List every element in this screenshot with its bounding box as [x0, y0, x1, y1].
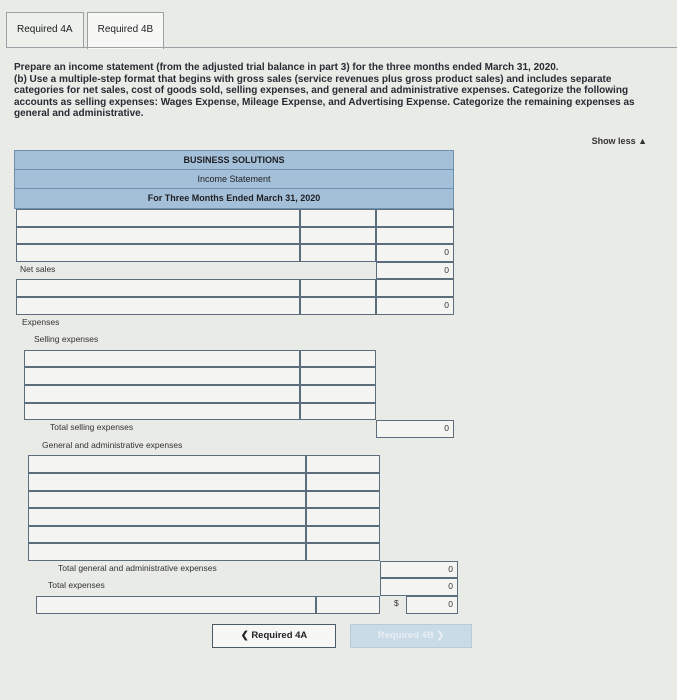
total-general-admin-label: Total general and administrative expenses: [58, 562, 217, 573]
amount-input[interactable]: [306, 473, 380, 491]
amount-input[interactable]: [306, 543, 380, 561]
amount-input[interactable]: [306, 455, 380, 473]
total-general-admin-value: 0: [448, 563, 453, 574]
total-expenses-input[interactable]: [380, 578, 458, 596]
total-input[interactable]: [376, 244, 454, 262]
account-input[interactable]: [24, 403, 300, 421]
table-row: [14, 367, 454, 385]
next-button[interactable]: Required 4B ❯: [350, 624, 472, 648]
account-input[interactable]: [28, 455, 306, 473]
general-admin-row: [14, 438, 454, 456]
expenses-row: [14, 315, 454, 333]
currency-symbol: $: [394, 598, 399, 609]
amount-input[interactable]: [300, 227, 376, 245]
tab-required-4a[interactable]: Required 4A: [6, 12, 84, 47]
total-value: 0: [444, 247, 449, 258]
total-input[interactable]: [376, 279, 454, 297]
total-input[interactable]: [376, 227, 454, 245]
selling-expenses-label: Selling expenses: [34, 334, 99, 345]
table-row: [14, 350, 454, 368]
account-input[interactable]: [24, 350, 300, 368]
total-expenses-label: Total expenses: [48, 580, 105, 591]
table-row: [14, 244, 454, 262]
company-name: BUSINESS SOLUTIONS: [14, 150, 454, 169]
table-row: [14, 543, 454, 561]
final-total-value: 0: [448, 599, 453, 610]
account-input[interactable]: [16, 297, 300, 315]
tab-bar: [6, 12, 167, 48]
expenses-label: Expenses: [22, 316, 60, 327]
show-less-link[interactable]: Show less ▲: [591, 136, 647, 146]
tab-divider: [6, 47, 677, 48]
amount-input[interactable]: [306, 491, 380, 509]
account-input[interactable]: [28, 491, 306, 509]
account-input[interactable]: [24, 385, 300, 403]
statement-period: For Three Months Ended March 31, 2020: [14, 188, 454, 209]
final-total-row: [14, 596, 454, 614]
instructions: [14, 62, 662, 120]
amount-input[interactable]: [300, 385, 376, 403]
table-row: [14, 491, 454, 509]
table-row: [14, 403, 454, 421]
net-sales-label: Net sales: [20, 263, 56, 274]
table-row: [14, 209, 454, 227]
table-row: [14, 473, 454, 491]
amount-input[interactable]: [300, 350, 376, 368]
amount-input[interactable]: [306, 526, 380, 544]
account-input[interactable]: [24, 367, 300, 385]
account-input[interactable]: [28, 508, 306, 526]
amount-input[interactable]: [300, 297, 376, 315]
total-input[interactable]: [376, 297, 454, 315]
table-row: [14, 455, 454, 473]
account-input[interactable]: [28, 543, 306, 561]
net-sales-input[interactable]: [376, 262, 454, 280]
amount-input[interactable]: [306, 508, 380, 526]
net-sales-row: [14, 262, 454, 280]
account-input[interactable]: [16, 279, 300, 297]
net-sales-value: 0: [444, 264, 449, 275]
prev-button[interactable]: ❮ Required 4A: [212, 624, 336, 648]
amount-input[interactable]: [300, 209, 376, 227]
tab-required-4b[interactable]: Required 4B: [87, 12, 165, 49]
total-expenses-value: 0: [448, 581, 453, 592]
total-selling-row: [14, 420, 454, 438]
total-expenses-row: [14, 578, 454, 596]
table-row: [14, 279, 454, 297]
amount-input[interactable]: [300, 244, 376, 262]
account-input[interactable]: [16, 209, 300, 227]
total-general-admin-row: [14, 561, 454, 579]
table-row: [14, 508, 454, 526]
instruction-line-2: (b) Use a multiple-step format that begins with gross sales (service revenues plus gross product sales) and includes separate categories for net sales, cost of goods sold, selling expenses, and general and administrative expenses. Categorize the following accounts as selling expenses: Wages Expense, Mileage Expense, and Advertising Expense. Categorize the remaining expenses as general and administrative.: [14, 73, 635, 119]
selling-expenses-row: [14, 332, 454, 350]
total-selling-label: Total selling expenses: [50, 422, 134, 433]
amount-input[interactable]: [300, 403, 376, 421]
instruction-line-1: Prepare an income statement (from the adjusted trial balance in part 3) for the three months ended March 31, 2020.: [14, 62, 559, 73]
amount-input[interactable]: [300, 367, 376, 385]
table-row: [14, 526, 454, 544]
amount-input[interactable]: [316, 596, 380, 614]
account-input[interactable]: [28, 473, 306, 491]
total-value: 0: [444, 299, 449, 310]
table-row: [14, 385, 454, 403]
table-row: [14, 227, 454, 245]
income-statement: [14, 150, 454, 614]
total-selling-value: 0: [444, 423, 449, 434]
account-input[interactable]: [16, 227, 300, 245]
final-total-input[interactable]: [406, 596, 458, 614]
account-input[interactable]: [36, 596, 316, 614]
total-selling-input[interactable]: [376, 420, 454, 438]
table-row: [14, 297, 454, 315]
total-input[interactable]: [376, 209, 454, 227]
account-input[interactable]: [16, 244, 300, 262]
account-input[interactable]: [28, 526, 306, 544]
general-admin-label: General and administrative expenses: [42, 439, 183, 450]
amount-input[interactable]: [300, 279, 376, 297]
statement-title: Income Statement: [14, 169, 454, 188]
total-general-admin-input[interactable]: [380, 561, 458, 579]
